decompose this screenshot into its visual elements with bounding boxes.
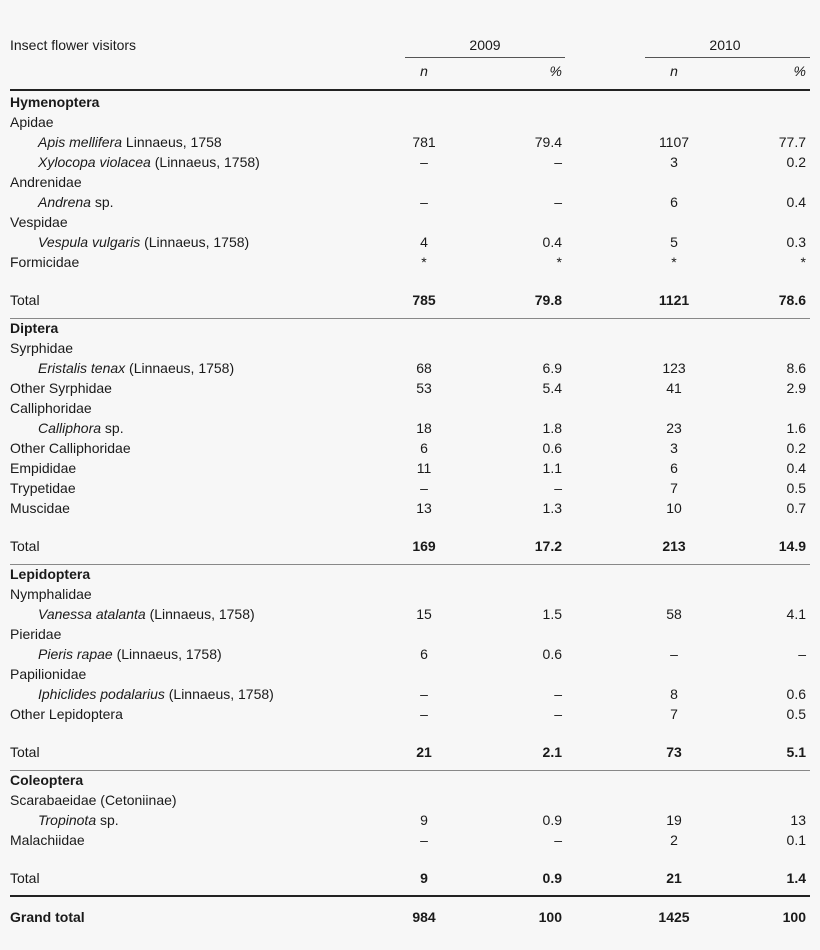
species-row [0, 644, 820, 664]
family-row [0, 398, 820, 418]
species-scientific-name: Xylocopa violacea [38, 154, 151, 170]
count-2009: 9 [420, 870, 428, 886]
species-label [38, 358, 234, 378]
count-2009: – [420, 686, 428, 702]
species-authority: Linnaeus, 1758 [122, 134, 222, 150]
percent-2010: 0.3 [786, 234, 806, 250]
family-row [0, 664, 820, 684]
percent-2010: 1.4 [786, 870, 806, 886]
count-2009: 21 [416, 744, 432, 760]
family-row [0, 252, 820, 272]
count-2009: – [420, 480, 428, 496]
total-row [0, 742, 820, 762]
count-2009: – [420, 832, 428, 848]
species-scientific-name: Iphiclides podalarius [38, 686, 165, 702]
family-row [0, 584, 820, 604]
count-2009: 785 [412, 292, 436, 308]
percent-2009: 0.6 [542, 646, 562, 662]
count-2010: 6 [670, 460, 678, 476]
count-2010: 7 [670, 706, 678, 722]
count-2010: 73 [666, 744, 682, 760]
family-row [0, 212, 820, 232]
family-row [0, 830, 820, 850]
family-row [0, 172, 820, 192]
header-pct-2009: % [549, 63, 562, 79]
percent-2009: * [556, 254, 562, 270]
count-2010: 6 [670, 194, 678, 210]
family-name: Vespidae [10, 214, 68, 230]
percent-2009: 0.4 [542, 234, 562, 250]
family-name: Scarabaeidae (Cetoniinae) [10, 792, 177, 808]
total-label: Total [10, 538, 40, 554]
count-2010: 2 [670, 832, 678, 848]
percent-2010: 100 [782, 909, 806, 925]
species-label [38, 644, 222, 664]
count-2010: 7 [670, 480, 678, 496]
percent-2009: – [554, 686, 562, 702]
family-name: Other Calliphoridae [10, 440, 131, 456]
order-heading-row [0, 770, 820, 790]
header-rule [10, 89, 810, 91]
species-authority: (Linnaeus, 1758) [164, 686, 274, 702]
species-row [0, 132, 820, 152]
count-2010: 123 [662, 360, 686, 376]
species-row [0, 192, 820, 212]
family-name: Syrphidae [10, 340, 74, 356]
year-2010-underline [645, 57, 810, 58]
count-2010: 1107 [658, 134, 690, 150]
family-row [0, 624, 820, 644]
header-pct-2010: % [793, 63, 806, 79]
species-scientific-name: Calliphora [38, 420, 102, 436]
count-2009: * [421, 254, 427, 270]
percent-2010: 1.6 [786, 420, 806, 436]
count-2009: 4 [420, 234, 428, 250]
total-label: Total [10, 870, 40, 886]
species-authority: sp. [101, 420, 124, 436]
family-row [0, 378, 820, 398]
species-label [38, 810, 119, 830]
grand-total-row [0, 907, 820, 927]
header-year-2009: 2009 [469, 37, 501, 53]
percent-2009: 0.9 [542, 812, 562, 828]
count-2010: 19 [666, 812, 682, 828]
count-2010: 213 [662, 538, 686, 554]
grand-total-label: Grand total [10, 909, 85, 925]
species-row [0, 152, 820, 172]
percent-2010: 0.5 [786, 480, 806, 496]
species-label [38, 604, 255, 624]
percent-2009: 6.9 [542, 360, 562, 376]
header-n-2009: n [420, 63, 428, 79]
percent-2009: 1.1 [542, 460, 562, 476]
family-row [0, 478, 820, 498]
species-row [0, 358, 820, 378]
species-scientific-name: Eristalis tenax [38, 360, 126, 376]
family-name: Formicidae [10, 254, 80, 270]
species-authority: (Linnaeus, 1758) [112, 646, 222, 662]
count-2009: 169 [412, 538, 436, 554]
count-2010: 1121 [658, 292, 690, 308]
species-scientific-name: Pieris rapae [38, 646, 113, 662]
percent-2010: 0.6 [786, 686, 806, 702]
count-2010: 1425 [658, 909, 690, 925]
order-heading-row [0, 564, 820, 584]
family-name: Trypetidae [10, 480, 76, 496]
percent-2009: 1.8 [542, 420, 562, 436]
order-name: Hymenoptera [10, 94, 100, 110]
family-row [0, 790, 820, 810]
percent-2010: 0.2 [786, 440, 806, 456]
species-label [38, 192, 114, 212]
percent-2009: – [554, 154, 562, 170]
species-label [38, 132, 222, 152]
count-2009: 18 [416, 420, 432, 436]
family-name: Nymphalidae [10, 586, 92, 602]
percent-2009: 1.3 [542, 500, 562, 516]
percent-2009: – [554, 480, 562, 496]
family-row [0, 338, 820, 358]
family-row [0, 112, 820, 132]
species-label [38, 152, 260, 172]
species-label [38, 418, 124, 438]
percent-2010: 2.9 [786, 380, 806, 396]
percent-2010: 0.1 [786, 832, 806, 848]
count-2010: 10 [666, 500, 682, 516]
count-2010: * [671, 254, 677, 270]
count-2009: 15 [416, 606, 432, 622]
count-2010: 58 [666, 606, 682, 622]
order-name: Coleoptera [10, 772, 84, 788]
percent-2010: 0.4 [786, 460, 806, 476]
species-scientific-name: Vanessa atalanta [38, 606, 146, 622]
count-2009: 11 [416, 460, 432, 476]
order-name: Lepidoptera [10, 566, 91, 582]
count-2010: 3 [670, 154, 678, 170]
percent-2009: 17.2 [534, 538, 562, 554]
family-name: Other Lepidoptera [10, 706, 123, 722]
percent-2009: – [554, 706, 562, 722]
percent-2009: 100 [538, 909, 562, 925]
count-2009: 6 [420, 440, 428, 456]
percent-2009: 2.1 [542, 744, 562, 760]
species-scientific-name: Vespula vulgaris [38, 234, 141, 250]
species-authority: sp. [90, 194, 114, 210]
count-2010: 8 [670, 686, 678, 702]
total-label: Total [10, 292, 40, 308]
count-2009: – [420, 154, 428, 170]
year-2009-underline [405, 57, 565, 58]
total-row [0, 290, 820, 310]
count-2009: – [420, 194, 428, 210]
species-row [0, 810, 820, 830]
percent-2010: – [798, 646, 806, 662]
percent-2010: 78.6 [778, 292, 806, 308]
percent-2009: 0.9 [542, 870, 562, 886]
family-name: Apidae [10, 114, 54, 130]
count-2010: 41 [666, 380, 682, 396]
percent-2009: 79.4 [534, 134, 562, 150]
count-2009: 53 [416, 380, 432, 396]
count-2009: 6 [420, 646, 428, 662]
species-row [0, 684, 820, 704]
family-row [0, 498, 820, 518]
percent-2010: 0.4 [786, 194, 806, 210]
header-first-column: Insect flower visitors [10, 37, 137, 53]
species-scientific-name: Apis mellifera [38, 134, 123, 150]
percent-2010: 4.1 [786, 606, 806, 622]
count-2010: 23 [666, 420, 682, 436]
family-name: Muscidae [10, 500, 70, 516]
family-name: Malachiidae [10, 832, 85, 848]
species-authority: (Linnaeus, 1758) [125, 360, 235, 376]
header-n-2010: n [670, 63, 678, 79]
percent-2010: 0.2 [786, 154, 806, 170]
percent-2009: 79.8 [534, 292, 562, 308]
count-2009: 9 [420, 812, 428, 828]
family-name: Empididae [10, 460, 77, 476]
count-2009: 984 [412, 909, 436, 925]
percent-2009: 0.6 [542, 440, 562, 456]
family-name: Papilionidae [10, 666, 87, 682]
order-heading-row [0, 92, 820, 112]
header-year-2010: 2010 [709, 37, 741, 53]
order-heading-row [0, 318, 820, 338]
count-2009: 13 [416, 500, 432, 516]
species-authority: (Linnaeus, 1758) [140, 234, 250, 250]
species-authority: (Linnaeus, 1758) [145, 606, 255, 622]
section-rule [10, 895, 810, 897]
percent-2010: 5.1 [786, 744, 806, 760]
species-authority: sp. [96, 812, 119, 828]
species-authority: (Linnaeus, 1758) [150, 154, 260, 170]
percent-2010: 13 [790, 812, 806, 828]
percent-2009: 1.5 [542, 606, 562, 622]
percent-2009: – [554, 194, 562, 210]
family-name: Other Syrphidae [10, 380, 112, 396]
species-row [0, 418, 820, 438]
percent-2009: 5.4 [542, 380, 562, 396]
species-label [38, 232, 249, 252]
percent-2010: 0.5 [786, 706, 806, 722]
species-label [38, 684, 274, 704]
species-row [0, 604, 820, 624]
family-name: Pieridae [10, 626, 62, 642]
count-2010: 3 [670, 440, 678, 456]
order-name: Diptera [10, 320, 59, 336]
count-2010: – [670, 646, 678, 662]
family-row [0, 704, 820, 724]
count-2010: 5 [670, 234, 678, 250]
percent-2010: 77.7 [778, 134, 806, 150]
family-row [0, 458, 820, 478]
percent-2010: 0.7 [786, 500, 806, 516]
species-scientific-name: Andrena [38, 194, 91, 210]
percent-2010: 14.9 [778, 538, 806, 554]
family-row [0, 438, 820, 458]
count-2009: 781 [412, 134, 436, 150]
count-2009: – [420, 706, 428, 722]
species-row [0, 232, 820, 252]
species-scientific-name: Tropinota [38, 812, 97, 828]
percent-2010: * [800, 254, 806, 270]
count-2009: 68 [416, 360, 432, 376]
total-row [0, 536, 820, 556]
total-row [0, 868, 820, 888]
family-name: Calliphoridae [10, 400, 92, 416]
percent-2010: 8.6 [786, 360, 806, 376]
total-label: Total [10, 744, 40, 760]
family-name: Andrenidae [10, 174, 82, 190]
percent-2009: – [554, 832, 562, 848]
count-2010: 21 [666, 870, 682, 886]
